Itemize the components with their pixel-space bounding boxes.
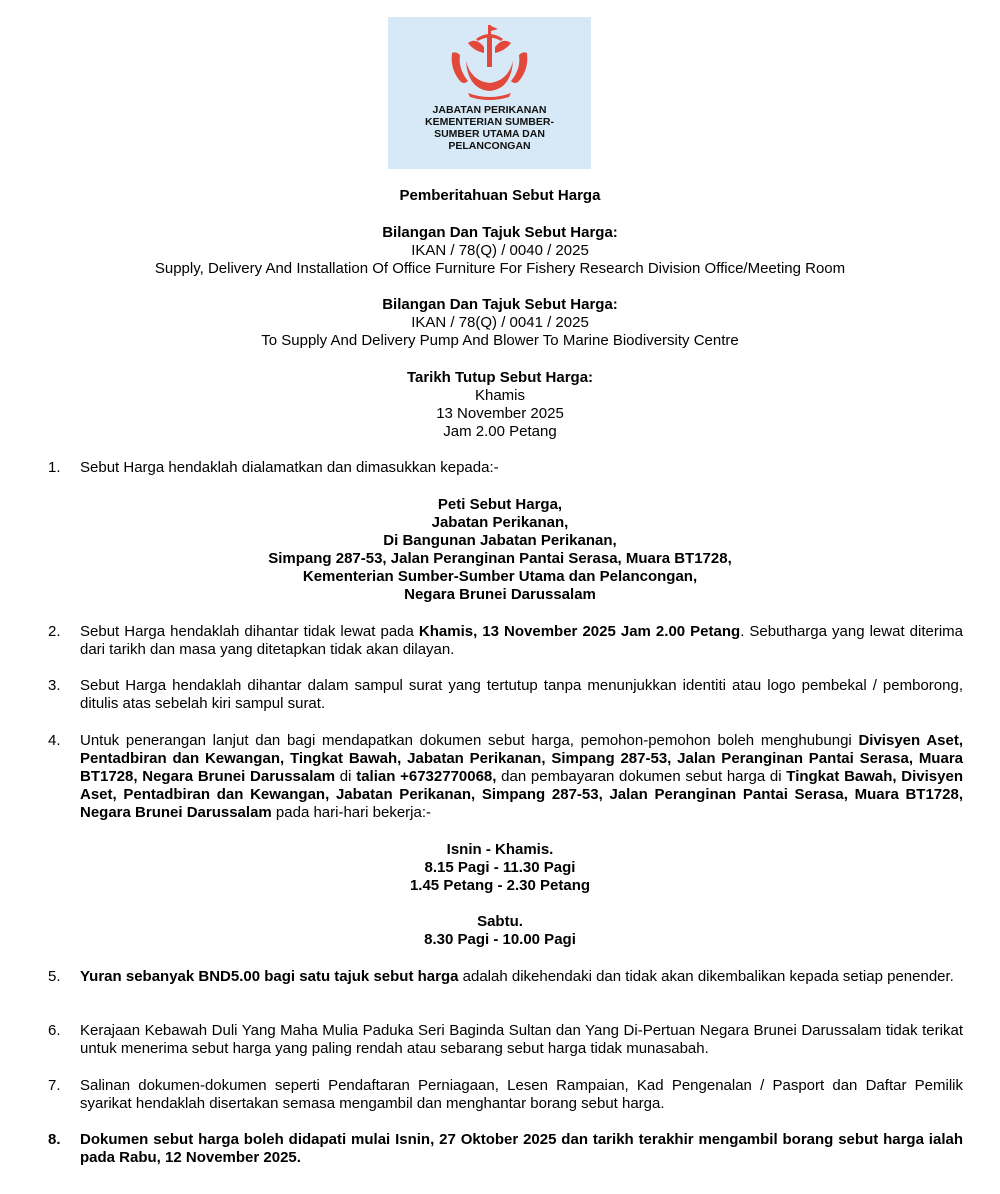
item-number: 3.: [48, 677, 61, 694]
item-text: Sebut Harga hendaklah dialamatkan dan dimasukkan kepada:-: [80, 459, 499, 476]
closing-time: Jam 2.00 Petang: [443, 423, 557, 440]
item-text: Salinan dokumen-dokumen seperti Pendaftaran Perniagaan, Lesen Rampaian, Kad Pengenalan / Pasport dan Daftar Pemilik syarikat hendaklah disertakan semasa mengambil dan menghantar borang sebut harga.: [80, 1077, 963, 1112]
logo-line: PELANCONGAN: [448, 140, 531, 152]
address-line: Kementerian Sumber-Sumber Utama dan Pelancongan,: [302, 568, 698, 585]
quotation-title: Supply, Delivery And Installation Of Office Furniture For Fishery Research Division Office/Meeting Room: [154, 260, 846, 277]
item-text-part: . Sebutharga yang lewat diterima dari tarikh dan masa yang ditetapkan tidak akan dilayan.: [80, 623, 964, 658]
item-text-bold: Tingkat Bawah, Divisyen Aset, Pentadbiran dan Kewangan, Jabatan Perikanan, Simpang 287-53, Jalan Peranginan Pantai Serasa, Muara BT1728, Negara Brunei Darussalam: [80, 768, 963, 821]
closing-day: Khamis: [474, 387, 526, 404]
logo-line: KEMENTERIAN SUMBER-: [425, 116, 554, 128]
page-title: [0, 187, 1000, 205]
hours-slot: 8.30 Pagi - 10.00 Pagi: [424, 931, 576, 948]
address-line: Simpang 287-53, Jalan Peranginan Pantai Serasa, Muara BT1728,: [268, 550, 732, 567]
item-number: 8.: [48, 1131, 61, 1148]
logo-line: SUMBER UTAMA DAN: [434, 128, 545, 140]
working-hours-weekday: [0, 841, 1000, 895]
item-text: Sebut Harga hendaklah dihantar dalam sampul surat yang tertutup tanpa menunjukkan identiti atau logo pembekal / pemborong, ditulis atas sebelah kiri sampul surat.: [80, 677, 963, 712]
item-text-bold: Divisyen Aset, Pentadbiran dan Kewangan, Tingkat Bawah, Jabatan Perikanan, Simpang 287-53, Jalan Peranginan Pantai Serasa, Muara BT1728, Negara Brunei Darussalam: [80, 732, 963, 785]
item-text: Dokumen sebut harga boleh didapati mulai Isnin, 27 Oktober 2025 dan tarikh terakhir mengambil borang sebut harga ialah pada Rabu, 12 November 2025.: [80, 1131, 963, 1166]
item-text-part: Untuk penerangan lanjut dan bagi mendapatkan dokumen sebut harga, pemohon-pemohon boleh menghubungi: [80, 732, 859, 749]
item-number: 6.: [48, 1022, 61, 1039]
quotation-label: Bilangan Dan Tajuk Sebut Harga:: [382, 224, 618, 241]
quotation-number: IKAN / 78(Q) / 0040 / 2025: [411, 242, 589, 259]
brunei-crest-icon: [446, 23, 533, 101]
item-text: [80, 623, 963, 659]
hours-label: Isnin - Khamis.: [446, 841, 554, 858]
closing-date-value: 13 November 2025: [436, 405, 564, 422]
department-logo: [388, 17, 591, 169]
item-text-bold: Yuran sebanyak BND5.00 bagi satu tajuk sebut harga: [80, 968, 459, 985]
address-line: Jabatan Perikanan,: [431, 514, 569, 531]
item-number: 4.: [48, 732, 61, 749]
working-hours-saturday: [0, 913, 1000, 949]
hours-slot: 8.15 Pagi - 11.30 Pagi: [424, 859, 576, 876]
item-text-part: pada hari-hari bekerja:-: [271, 804, 432, 821]
quotation-2: [0, 296, 1000, 350]
item-text-part: dan pembayaran dokumen sebut harga di: [496, 768, 787, 785]
item-text: Kerajaan Kebawah Duli Yang Maha Mulia Paduka Seri Baginda Sultan dan Yang Di-Pertuan Negara Brunei Darussalam tidak terikat untuk menerima sebut harga yang paling rendah atau sebarang sebut harga tidak munasabah.: [80, 1022, 963, 1057]
logo-text: [388, 104, 591, 152]
hours-slot: 1.45 Petang - 2.30 Petang: [409, 877, 591, 894]
item-number: 2.: [48, 623, 61, 640]
item-text-bold: talian +6732770068,: [356, 768, 497, 785]
logo-line: JABATAN PERIKANAN: [432, 104, 547, 116]
item-number: 7.: [48, 1077, 61, 1094]
item-text-part: adalah dikehendaki dan tidak akan dikembalikan kepada setiap penender.: [458, 968, 954, 985]
address-line: Di Bangunan Jabatan Perikanan,: [383, 532, 617, 549]
item-text: [80, 732, 963, 822]
closing-label: Tarikh Tutup Sebut Harga:: [406, 369, 594, 386]
item-number: 1.: [48, 459, 61, 476]
address-line: Negara Brunei Darussalam: [404, 586, 596, 603]
item-text-bold: Khamis, 13 November 2025 Jam 2.00 Petang: [418, 623, 741, 640]
hours-label: Sabtu.: [477, 913, 523, 930]
address-block: [0, 496, 1000, 604]
item-text-part: Sebut Harga hendaklah dihantar tidak lewat pada: [80, 623, 419, 640]
address-line: Peti Sebut Harga,: [437, 496, 563, 513]
item-text: [80, 968, 963, 986]
closing-date: [0, 369, 1000, 441]
quotation-1: [0, 224, 1000, 278]
quotation-title: To Supply And Delivery Pump And Blower To Marine Biodiversity Centre: [261, 332, 739, 349]
quotation-label: Bilangan Dan Tajuk Sebut Harga:: [382, 296, 618, 313]
item-number: 5.: [48, 968, 61, 985]
notice-title: Pemberitahuan Sebut Harga: [399, 187, 601, 204]
item-text-part: di: [335, 768, 357, 785]
quotation-number: IKAN / 78(Q) / 0041 / 2025: [411, 314, 589, 331]
